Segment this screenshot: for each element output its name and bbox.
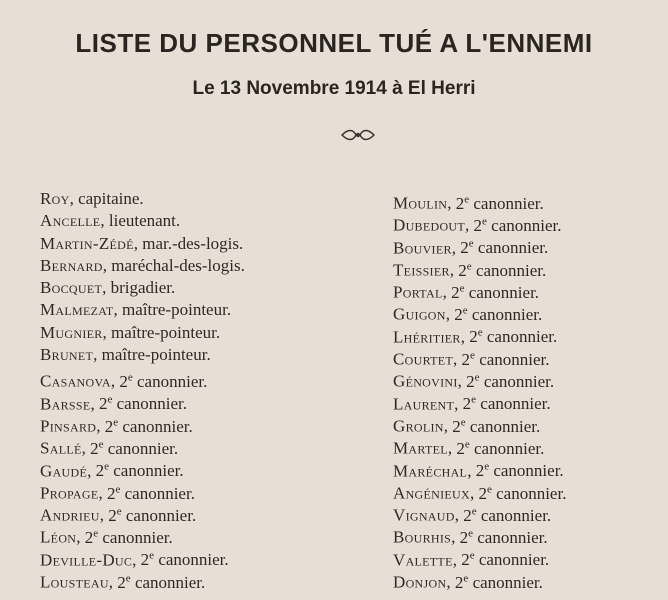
person-rank: 2e canonnier. xyxy=(460,237,549,258)
person-name: Barsse xyxy=(40,394,91,414)
separator: , xyxy=(90,394,99,414)
separator: , xyxy=(457,372,467,392)
person-name: Propage xyxy=(40,483,99,503)
separator: , xyxy=(110,372,120,392)
person-name: Guigon xyxy=(393,305,446,325)
list-item xyxy=(40,299,360,321)
person-rank: 2e canonnier. xyxy=(473,215,562,235)
separator: , xyxy=(81,438,91,458)
page-subtitle: Le 13 Novembre 1914 à El Herri xyxy=(192,78,476,99)
person-name: Deville-Duc xyxy=(40,550,133,570)
separator: , xyxy=(99,505,109,525)
person-name: Roy xyxy=(40,189,70,208)
person-name: Vignaud xyxy=(393,505,455,525)
fleuron-ornament-icon xyxy=(340,126,376,144)
separator: , xyxy=(452,550,462,570)
person-rank: 2e canonnier. xyxy=(459,527,548,548)
separator: , xyxy=(446,572,455,592)
person-rank: brigadier. xyxy=(110,278,176,298)
separator: , xyxy=(447,193,456,213)
list-item xyxy=(40,322,360,344)
person-name: Moulin xyxy=(393,193,448,213)
person-rank: 2e canonnier. xyxy=(461,549,550,570)
left-name-column xyxy=(40,188,360,592)
separator: , xyxy=(76,528,85,548)
person-rank: 2e canonnier. xyxy=(462,393,551,414)
list-item xyxy=(393,456,663,481)
separator: , xyxy=(69,189,79,208)
person-rank: 2e canonnier. xyxy=(108,505,197,525)
person-name: Bocquet xyxy=(40,278,103,298)
person-name: Valette xyxy=(393,550,453,570)
list-item xyxy=(40,478,360,503)
person-name: Lhéritier xyxy=(393,327,461,347)
person-rank: 2e canonnier. xyxy=(463,505,552,525)
person-rank: maître-pointeur. xyxy=(101,345,211,365)
person-name: Léon xyxy=(40,528,77,548)
list-item xyxy=(40,500,360,525)
separator: , xyxy=(467,461,476,481)
person-name: Malmezat xyxy=(40,300,114,320)
list-item xyxy=(40,456,360,481)
list-item xyxy=(393,277,663,302)
person-name: Donjon xyxy=(393,572,447,592)
separator: , xyxy=(87,461,96,481)
list-item xyxy=(393,433,663,458)
person-name: Bernard xyxy=(40,255,103,275)
person-name: Courtet xyxy=(393,349,454,369)
right-name-column xyxy=(393,188,663,592)
person-rank: capitaine. xyxy=(78,189,144,208)
person-name: Martin-Zédé xyxy=(40,233,134,253)
separator: , xyxy=(454,394,463,414)
separator: , xyxy=(451,238,461,258)
separator: , xyxy=(113,300,123,320)
list-item xyxy=(393,478,663,503)
list-item xyxy=(40,389,360,414)
list-item xyxy=(393,411,663,436)
person-name: Martel xyxy=(393,438,448,458)
person-rank: 2e canonnier. xyxy=(106,482,195,503)
separator: , xyxy=(108,572,118,592)
separator: , xyxy=(454,505,464,525)
person-rank: 2e canonnier. xyxy=(475,460,564,481)
person-name: Lousteau xyxy=(40,572,109,592)
list-item xyxy=(40,567,360,592)
separator: , xyxy=(445,305,455,325)
list-item xyxy=(40,344,360,366)
person-name: Gaudé xyxy=(40,461,88,481)
list-item xyxy=(40,522,360,548)
separator: , xyxy=(96,416,105,436)
list-item xyxy=(393,233,663,258)
person-name: Portal xyxy=(393,282,443,302)
person-rank: 2e canonnier. xyxy=(95,460,184,481)
separator: , xyxy=(449,260,459,280)
person-rank: 2e canonnier. xyxy=(456,438,545,458)
person-name: Génovini xyxy=(393,372,458,392)
list-item xyxy=(393,299,663,325)
person-rank: lieutenant. xyxy=(108,211,181,231)
separator: , xyxy=(453,349,462,369)
separator: , xyxy=(447,438,457,458)
list-item xyxy=(393,500,663,525)
person-name: Grolin xyxy=(393,416,444,436)
person-rank: 2e canonnier. xyxy=(119,371,208,392)
separator: , xyxy=(451,528,460,548)
list-item xyxy=(393,344,663,369)
separator: , xyxy=(98,483,107,503)
person-rank: 2e canonnier. xyxy=(461,349,550,369)
person-name: Sallé xyxy=(40,438,82,458)
separator: , xyxy=(465,215,474,235)
person-name: Maréchal xyxy=(393,461,468,481)
person-name: Andrieu xyxy=(40,505,100,525)
separator: , xyxy=(442,282,452,302)
person-rank: 2e canonnier. xyxy=(454,572,543,592)
list-item xyxy=(40,233,360,255)
list-item xyxy=(393,522,663,548)
person-name: Bourhis xyxy=(393,528,452,548)
separator: , xyxy=(102,322,112,342)
page-title: LISTE DU PERSONNEL TUÉ A L'ENNEMI xyxy=(75,28,593,58)
person-rank: maître-pointeur. xyxy=(111,322,221,342)
person-rank: 2e canonnier. xyxy=(117,572,206,592)
list-item xyxy=(393,545,663,570)
person-rank: 2e canonnier. xyxy=(140,549,229,570)
person-name: Mugnier xyxy=(40,322,103,342)
person-rank: 2e canonnier. xyxy=(458,259,547,280)
separator: , xyxy=(102,278,111,298)
person-name: Brunet xyxy=(40,345,94,365)
separator: , xyxy=(460,327,470,347)
person-name: Angénieux xyxy=(393,483,470,503)
person-rank: 2e canonnier. xyxy=(469,326,558,347)
person-rank: mar.-des-logis. xyxy=(142,233,244,253)
person-rank: maréchal-des-logis. xyxy=(111,255,245,275)
person-rank: 2e canonnier. xyxy=(104,415,193,436)
list-item xyxy=(393,210,663,235)
separator: , xyxy=(469,483,479,503)
person-rank: 2e canonnier. xyxy=(452,415,541,436)
list-item xyxy=(40,255,360,277)
person-name: Casanova xyxy=(40,372,111,392)
list-item xyxy=(393,389,663,414)
person-name: Bouvier xyxy=(393,238,452,258)
list-item xyxy=(393,366,663,392)
list-item xyxy=(40,277,360,299)
list-item xyxy=(40,545,360,570)
separator: , xyxy=(93,345,102,365)
list-item xyxy=(40,210,360,232)
separator: , xyxy=(133,233,143,253)
person-rank: 2e canonnier. xyxy=(455,193,544,213)
person-name: Ancelle xyxy=(40,211,101,231)
separator: , xyxy=(132,550,141,570)
person-name: Pinsard xyxy=(40,416,97,436)
separator: , xyxy=(443,416,453,436)
list-item xyxy=(40,188,360,210)
person-name: Dubedout xyxy=(393,215,466,235)
list-item xyxy=(393,567,663,592)
person-name: Teissier xyxy=(393,260,450,280)
person-rank: 2e canonnier. xyxy=(84,527,173,548)
person-rank: 2e canonnier. xyxy=(466,371,555,392)
person-rank: maître-pointeur. xyxy=(122,300,232,320)
person-rank: 2e canonnier. xyxy=(90,438,179,458)
separator: , xyxy=(102,255,112,275)
person-rank: 2e canonnier. xyxy=(451,282,540,302)
person-name: Laurent xyxy=(393,394,455,414)
person-rank: 2e canonnier. xyxy=(99,393,187,414)
list-item xyxy=(40,411,360,436)
list-item xyxy=(40,433,360,458)
list-item xyxy=(393,322,663,347)
person-rank: 2e canonnier. xyxy=(478,482,567,503)
list-item xyxy=(393,188,663,213)
list-item xyxy=(40,366,360,392)
separator: , xyxy=(100,211,109,231)
person-rank: 2e canonnier. xyxy=(454,304,543,325)
list-item xyxy=(393,255,663,280)
